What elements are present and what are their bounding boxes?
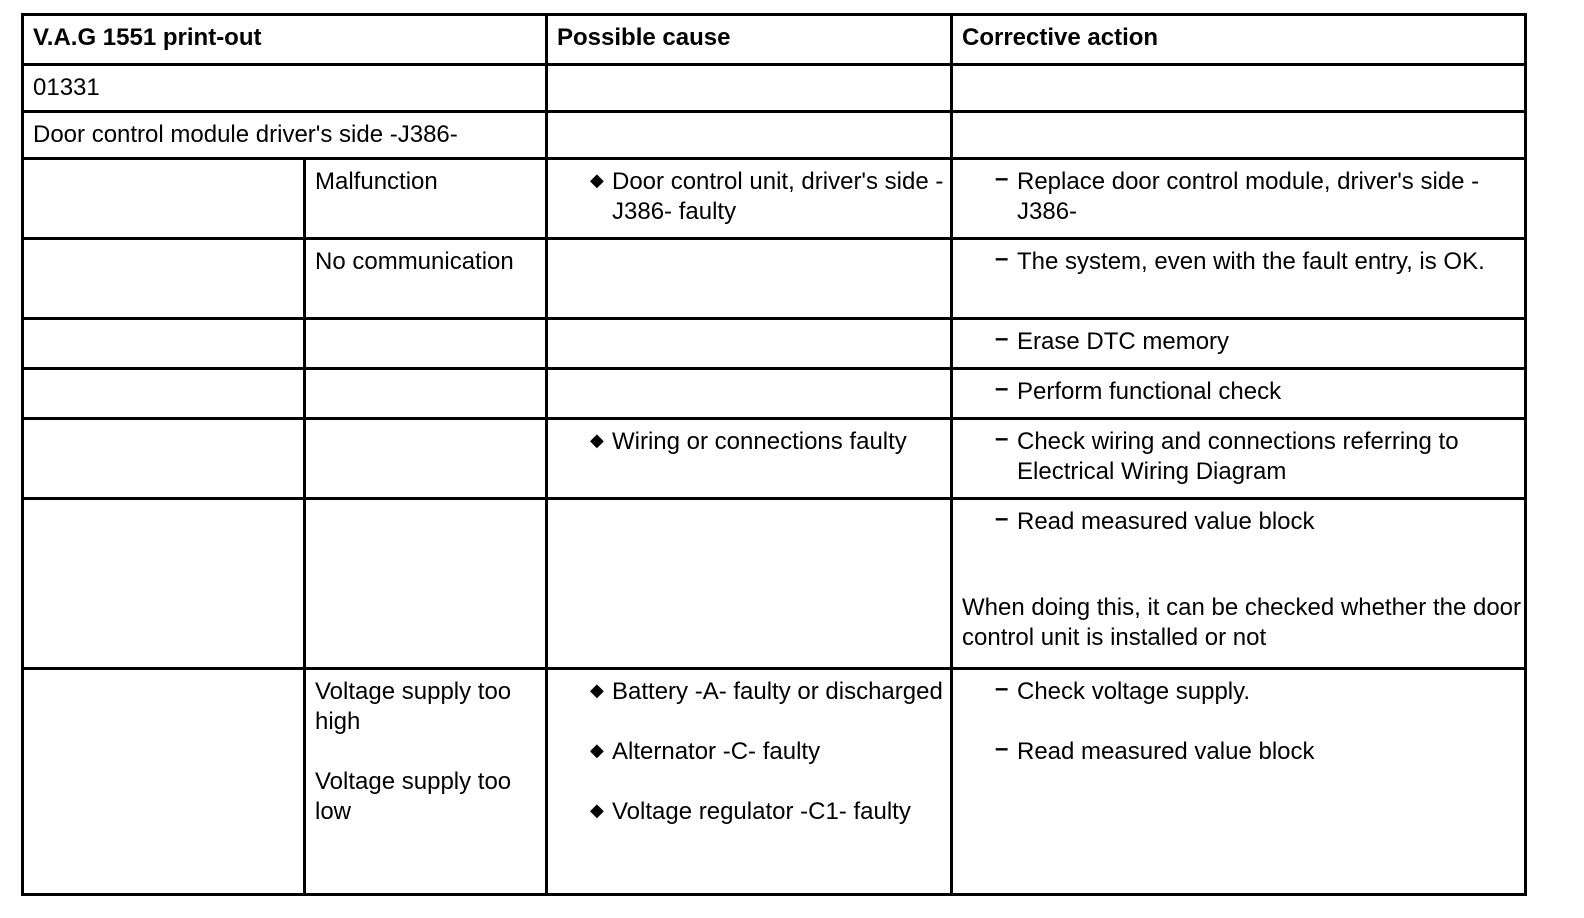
action-item [995,245,1523,277]
diamond-bullet-icon: ◆ [590,800,604,820]
dash-bullet-icon: – [995,375,1009,402]
empty-cell [303,417,545,497]
dash-bullet-icon: – [995,675,1009,702]
symptom-voltage-low: Voltage supply too low [315,768,512,825]
cause-item [590,677,946,707]
header-possible-cause: Possible cause [545,13,950,63]
symptom-malfunction: Malfunction [303,157,545,237]
cause-item [590,737,946,767]
action-text: Read measured value block [1017,738,1315,765]
empty-cell [21,667,303,896]
symptom-voltage [303,667,545,896]
action-cell [950,497,1527,667]
empty-cell [303,367,545,417]
cause-item [590,167,946,227]
dash-bullet-icon: – [995,325,1009,352]
empty-cell [950,110,1527,157]
empty-cell [21,317,303,367]
empty-cell [21,367,303,417]
action-cell [950,667,1527,896]
header-corrective-action: Corrective action [950,13,1527,63]
action-note: When doing this, it can be checked whether the door control unit is installed or not [962,594,1522,651]
action-item [995,325,1523,357]
empty-cell [545,63,950,110]
action-item [995,425,1523,487]
diamond-bullet-icon: ◆ [590,680,604,700]
action-item [995,735,1523,767]
cause-cell [545,667,950,896]
dash-bullet-icon: – [995,735,1009,762]
action-text: Perform functional check [1017,378,1282,405]
action-text: The system, even with the fault entry, is OK. [1017,248,1485,275]
header-printout: V.A.G 1551 print-out [21,13,545,63]
action-cell [950,157,1527,237]
empty-cell [545,110,950,157]
cause-text: Voltage regulator -C1- faulty [612,798,911,825]
action-text: Check voltage supply. [1017,678,1251,705]
fault-code: 01331 [21,63,545,110]
cause-text: Battery -A- faulty or discharged [612,678,943,705]
symptom-no-communication: No communication [303,237,545,317]
action-cell [950,317,1527,367]
action-text: Erase DTC memory [1017,328,1230,355]
empty-cell [545,237,950,317]
action-cell [950,237,1527,317]
diamond-bullet-icon: ◆ [590,740,604,760]
action-item [995,675,1523,707]
empty-cell [950,63,1527,110]
empty-cell [21,237,303,317]
fault-table [21,13,1527,896]
empty-cell [303,317,545,367]
action-item [995,375,1523,407]
symptom-voltage-high: Voltage supply too high [315,678,512,735]
cause-text: Door control unit, driver's side -J386- faulty [612,168,944,225]
action-text: Check wiring and connections referring to Electrical Wiring Diagram [1017,428,1459,485]
cause-cell [545,157,950,237]
action-text: Read measured value block [1017,508,1315,535]
empty-cell [545,367,950,417]
dash-bullet-icon: – [995,425,1009,452]
action-cell [950,367,1527,417]
action-item [995,505,1527,537]
empty-cell [303,497,545,667]
action-item [995,165,1523,227]
diamond-bullet-icon: ◆ [590,430,604,450]
empty-cell [21,157,303,237]
cause-cell [545,417,950,497]
empty-cell [21,417,303,497]
empty-cell [545,317,950,367]
cause-item [590,427,946,457]
action-cell [950,417,1527,497]
empty-cell [545,497,950,667]
cause-item [590,797,946,827]
cause-text: Alternator -C- faulty [612,738,821,765]
action-text: Replace door control module, driver's side -J386- [1017,168,1480,225]
dash-bullet-icon: – [995,505,1009,532]
cause-text: Wiring or connections faulty [612,428,907,455]
dash-bullet-icon: – [995,245,1009,272]
diamond-bullet-icon: ◆ [590,170,604,190]
module-name: Door control module driver's side -J386- [21,110,545,157]
empty-cell [21,497,303,667]
dash-bullet-icon: – [995,165,1009,192]
